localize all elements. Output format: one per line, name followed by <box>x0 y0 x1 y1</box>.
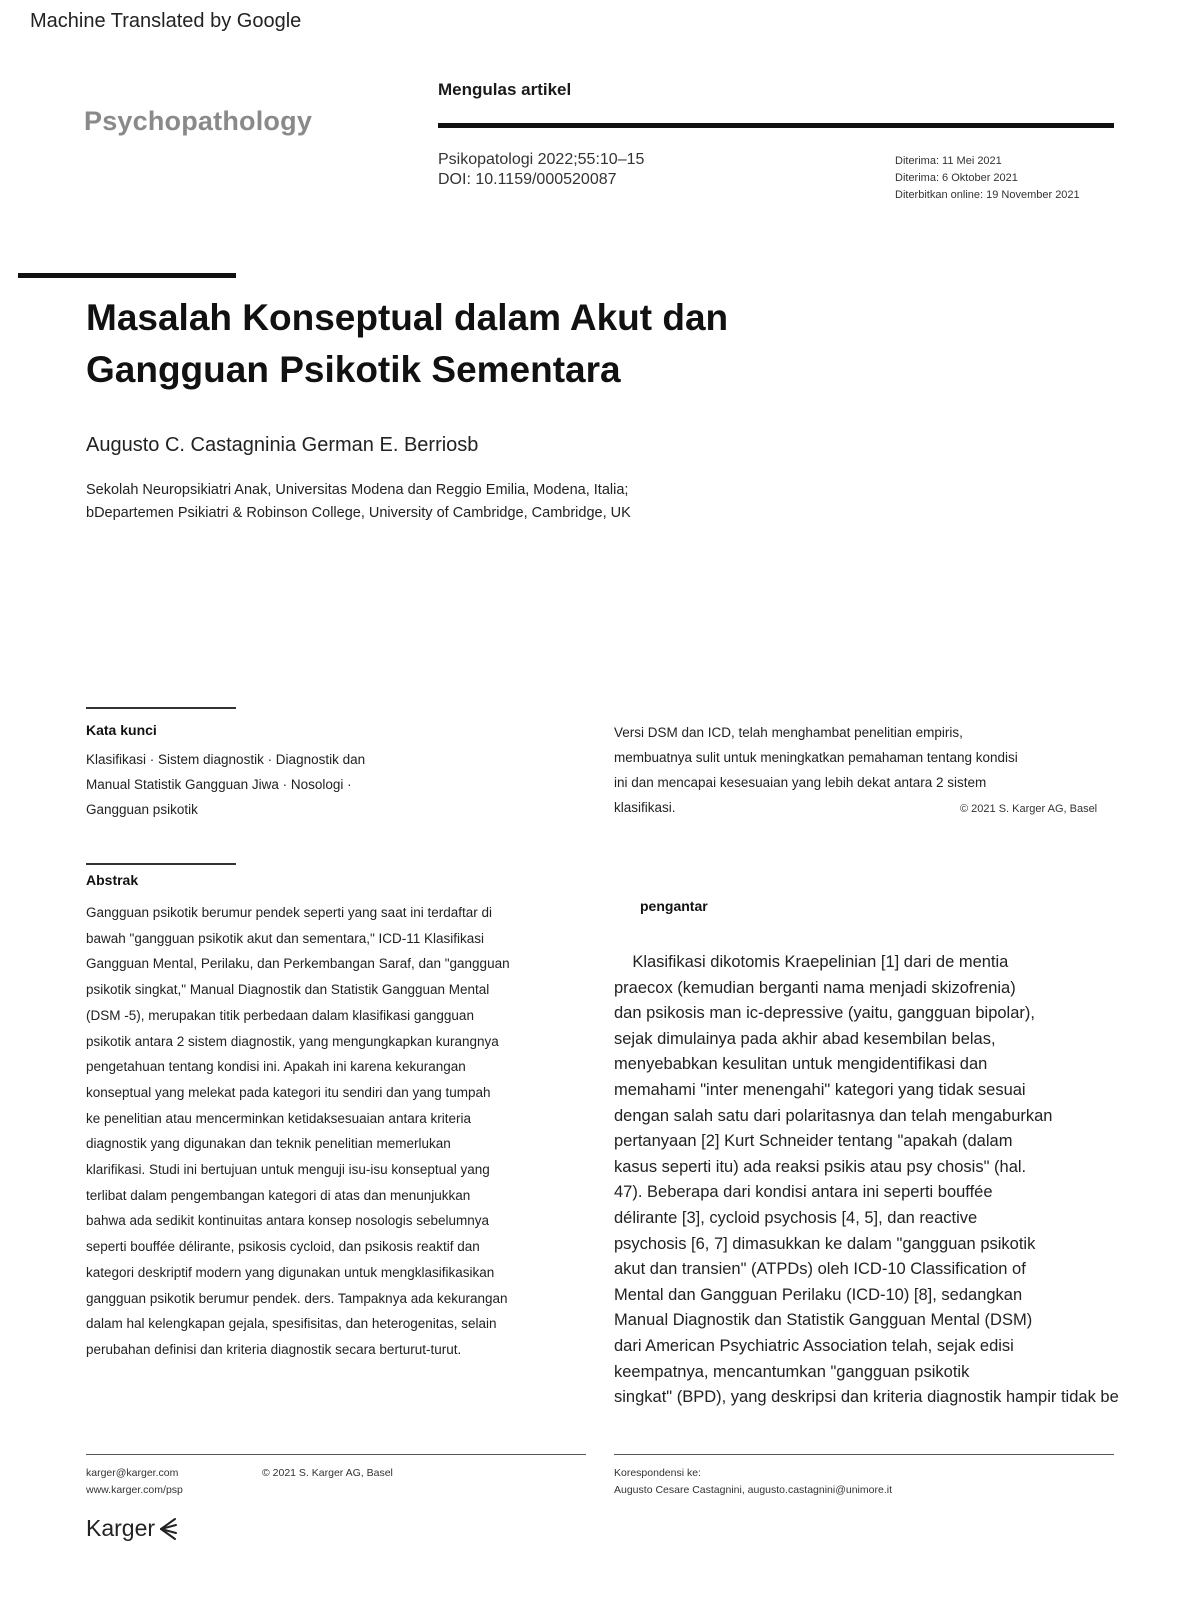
title-line: Gangguan Psikotik Sementara <box>86 349 621 390</box>
text-line: membuatnya sulit untuk meningkatkan pemahaman tentang kondisi <box>614 750 1018 765</box>
text-line: terlibat dalam pengembangan kategori di atas dan menunjukkan <box>86 1187 471 1203</box>
footer-rule-right <box>614 1454 1114 1455</box>
text-line: dari American Psychiatric Association telah, sejak edisi <box>614 1336 1014 1355</box>
text-line: kasus seperti itu) ada reaksi psikis atau psy chosis" (hal. <box>614 1157 1027 1176</box>
correspondence-label: Korespondensi ke: <box>614 1467 701 1479</box>
text-line: (DSM -5), merupakan titik perbedaan dalam klasifikasi gangguan <box>86 1007 474 1023</box>
text-line: bawah "gangguan psikotik akut dan sementara," ICD-11 Klasifikasi <box>86 930 485 946</box>
text-line: psikotik antara 2 sistem diagnostik, yang mengungkapkan kurangnya <box>86 1033 499 1049</box>
text-line: dan psikosis man ic-depressive (yaitu, gangguan bipolar), <box>614 1004 1035 1023</box>
text-line: Manual Diagnostik dan Statistik Gangguan Mental (DSM) <box>614 1311 1033 1330</box>
text-line: bahwa ada sedikit kontinuitas antara konsep nosologis sebelumnya <box>86 1213 490 1229</box>
abstract-heading: Abstrak <box>86 872 139 888</box>
date-published: Diterbitkan online: 19 November 2021 <box>895 189 1080 201</box>
affiliation-line: Sekolah Neuropsikiatri Anak, Universitas Modena dan Reggio Emilia, Modena, Italia; <box>86 482 629 498</box>
publisher-logo <box>86 1515 179 1542</box>
article-title <box>86 292 846 396</box>
text-line: perubahan definisi dan kriteria diagnostik secara berturut-turut. <box>86 1341 462 1357</box>
text-line: psikotik singkat," Manual Diagnostik dan Statistik Gangguan Mental <box>86 982 490 998</box>
header-rule <box>438 123 1114 128</box>
text-line: Versi DSM dan ICD, telah menghambat penelitian empiris, <box>614 725 963 740</box>
abstract-text <box>86 900 606 1363</box>
publisher-name: Karger <box>86 1515 156 1541</box>
text-line: klarifikasi. Studi ini bertujuan untuk menguji isu-isu konseptual yang <box>86 1162 490 1178</box>
text-line: psychosis [6, 7] dimasukkan ke dalam "gangguan psikotik <box>614 1234 1036 1253</box>
text-line: klasifikasi. <box>614 800 676 815</box>
article-type-label: Mengulas artikel <box>438 80 572 99</box>
keywords-heading: Kata kunci <box>86 722 157 738</box>
machine-translation-banner: Machine Translated by Google <box>30 10 302 32</box>
footer-rule-left <box>86 1454 586 1455</box>
text-line: seperti bouffée délirante, psikosis cycloid, dan psikosis reaktif dan <box>86 1239 480 1255</box>
text-line: pengetahuan tentang kondisi ini. Apakah ini karena kekurangan <box>86 1059 466 1075</box>
title-line: Masalah Konseptual dalam Akut dan <box>86 297 729 338</box>
text-line: akut dan transien" (ATPDs) oleh ICD-10 Classification of <box>614 1260 1026 1279</box>
keywords-line: Gangguan psikotik <box>86 802 198 817</box>
text-line: sejak dimulainya pada akhir abad kesembilan belas, <box>614 1029 996 1048</box>
text-line: Mental dan Gangguan Perilaku (ICD-10) [8], sedangkan <box>614 1285 1023 1304</box>
text-line: diagnostik yang digunakan dan teknik penelitian memerlukan <box>86 1136 451 1152</box>
text-line: délirante [3], cycloid psychosis [4, 5], dan reactive <box>614 1208 978 1227</box>
text-line: praecox (kemudian berganti nama menjadi skizofrenia) <box>614 978 1016 997</box>
text-line: Gangguan Mental, Perilaku, dan Perkembangan Saraf, dan "gangguan <box>86 956 510 972</box>
abstract-copyright: © 2021 S. Karger AG, Basel <box>960 803 1098 815</box>
text-line: kategori deskriptif modern yang digunakan untuk mengklasifikasikan <box>86 1264 495 1280</box>
text-line: Klasifikasi dikotomis Kraepelinian [1] dari de mentia <box>614 953 1009 971</box>
karger-mark-icon <box>157 1516 179 1542</box>
affiliations <box>86 479 631 525</box>
keywords-line: Manual Statistik Gangguan Jiwa · Nosologi · <box>86 777 352 792</box>
keywords-line: Klasifikasi · Sistem diagnostik · Diagnostik dan <box>86 752 366 767</box>
keywords-rule <box>86 707 236 709</box>
date-accepted: Diterima: 6 Oktober 2021 <box>895 172 1018 184</box>
text-line: gangguan psikotik berumur pendek. ders. Tampaknya ada kekurangan <box>86 1290 508 1306</box>
text-line: ini dan mencapai kesesuaian yang lebih dekat antara 2 sistem <box>614 775 987 790</box>
text-line: Gangguan psikotik berumur pendek seperti yang saat ini terdaftar di <box>86 905 492 920</box>
publication-dates <box>895 153 1080 204</box>
text-line: dalam hal kelengkapan gejala, spesifisitas, dan heterogenitas, selain <box>86 1316 497 1332</box>
journal-logo: Psychopathology <box>84 106 313 136</box>
correspondence-contact[interactable]: Augusto Cesare Castagnini, augusto.castagnini@unimore.it <box>614 1484 892 1496</box>
abstract-rule <box>86 863 236 865</box>
citation-block <box>438 150 644 190</box>
text-line: konseptual yang melekat pada kategori itu sendiri dan yang tumpah <box>86 1084 491 1100</box>
footer-copyright: © 2021 S. Karger AG, Basel <box>262 1467 393 1479</box>
publisher-contact <box>86 1465 183 1499</box>
title-rule <box>18 273 236 278</box>
publisher-email[interactable]: karger@karger.com <box>86 1467 179 1479</box>
citation-doi[interactable]: DOI: 10.1159/000520087 <box>438 171 617 188</box>
author-list: Augusto C. Castagninia German E. Berriosb <box>86 434 479 456</box>
intro-text <box>614 950 1200 1411</box>
text-line: memahami "inter menengahi" kategori yang tidak sesuai <box>614 1080 1026 1099</box>
text-line: singkat" (BPD), yang deskripsi dan kriteria diagnostik hampir tidak be <box>614 1388 1119 1407</box>
text-line: pertanyaan [2] Kurt Schneider tentang "apakah (dalam <box>614 1132 1013 1151</box>
publisher-website[interactable]: www.karger.com/psp <box>86 1484 183 1496</box>
date-received: Diterima: 11 Mei 2021 <box>895 155 1002 167</box>
text-line: 47). Beberapa dari kondisi antara ini seperti bouffée <box>614 1183 993 1202</box>
correspondence <box>614 1465 892 1499</box>
citation-journal: Psikopatologi 2022;55:10–15 <box>438 151 645 168</box>
text-line: ke penelitian atau mencerminkan ketidaksesuaian antara kriteria <box>86 1110 471 1126</box>
intro-heading: pengantar <box>640 898 708 914</box>
text-line: dengan salah satu dari polaritasnya dan telah mengaburkan <box>614 1106 1053 1125</box>
keywords-text <box>86 747 436 822</box>
affiliation-line: bDepartemen Psikiatri & Robinson College, University of Cambridge, Cambridge, UK <box>86 505 631 521</box>
text-line: menyebabkan kesulitan untuk mengidentifikasi dan <box>614 1055 988 1074</box>
text-line: keempatnya, mencantumkan "gangguan psikotik <box>614 1362 970 1381</box>
